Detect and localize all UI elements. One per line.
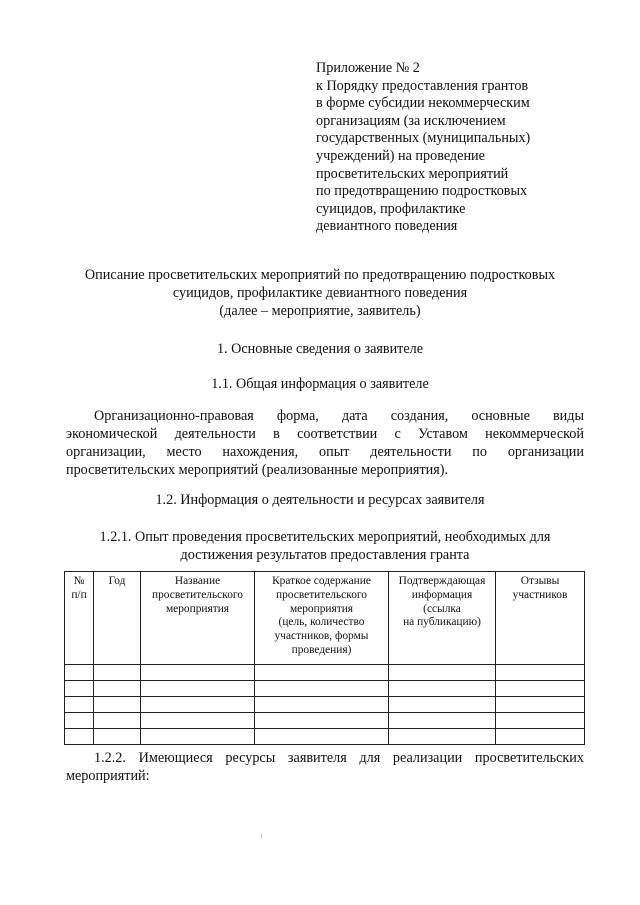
document-title: [40, 266, 600, 320]
paragraph-line: экономической деятельности в соответствии с Уставом некоммерческой: [66, 426, 584, 442]
paragraph-line: 1.2.2. Имеющиеся ресурсы заявителя для реализации просветительских: [94, 750, 584, 766]
appendix-line: организациям (за исключением: [316, 112, 506, 129]
section-1-1-heading: 1.1. Общая информация о заявителе: [211, 376, 429, 392]
appendix-reference: [316, 60, 606, 236]
table-row: [65, 665, 585, 681]
subheading-line: достижения результатов предоставления гранта: [180, 547, 470, 563]
section-1-heading: 1. Основные сведения о заявителе: [216, 341, 424, 357]
section-1-2-1-heading: [66, 528, 584, 564]
column-header-confirmation: Подтверждающая информация (ссылка на публикацию): [389, 572, 496, 665]
column-header-number: № п/п: [65, 572, 94, 665]
scan-artifact-mark: [261, 834, 262, 838]
title-line: суицидов, профилактике девиантного поведения: [172, 285, 468, 301]
section-1-2-2-paragraph: [66, 749, 584, 785]
title-line: Описание просветительских мероприятий по предотвращению подростковых: [84, 267, 556, 283]
table-row: [65, 713, 585, 729]
table-row: [65, 697, 585, 713]
appendix-line: к Порядку предоставления грантов: [316, 77, 529, 94]
title-line: (далее – мероприятие, заявитель): [219, 303, 421, 319]
table-row: [65, 729, 585, 745]
appendix-line: Приложение № 2: [316, 60, 420, 76]
appendix-line: суицидов, профилактике: [316, 200, 466, 217]
events-experience-table: [64, 571, 585, 745]
column-header-event-name: Название просветительского мероприятия: [141, 572, 255, 665]
section-1-2-heading: 1.2. Информация о деятельности и ресурсах заявителя: [155, 492, 485, 508]
appendix-line: просветительских мероприятий: [316, 165, 509, 182]
paragraph-line: просветительских мероприятий (реализованные мероприятия).: [66, 462, 449, 478]
column-header-reviews: Отзывы участников: [496, 572, 585, 665]
appendix-line: учреждений) на проведение: [316, 147, 485, 164]
column-header-summary: Краткое содержание просветительского мероприятия (цель, количество участников, формы проведения): [255, 572, 389, 665]
table-header-row: [65, 572, 585, 665]
paragraph-line: Организационно-правовая форма, дата создания, основные виды: [94, 408, 584, 424]
appendix-line: государственных (муниципальных): [316, 130, 531, 147]
paragraph-line: организации, место нахождения, опыт деятельности по организации: [66, 444, 584, 460]
section-1-1-paragraph: [66, 407, 584, 479]
paragraph-line: мероприятий:: [66, 768, 150, 784]
appendix-line: по предотвращению подростковых: [316, 183, 528, 200]
column-header-year: Год: [94, 572, 141, 665]
appendix-line: в форме субсидии некоммерческим: [316, 95, 530, 112]
subheading-line: 1.2.1. Опыт проведения просветительских мероприятий, необходимых для: [99, 529, 551, 545]
appendix-line: девиантного поведения: [316, 218, 458, 235]
table-row: [65, 681, 585, 697]
